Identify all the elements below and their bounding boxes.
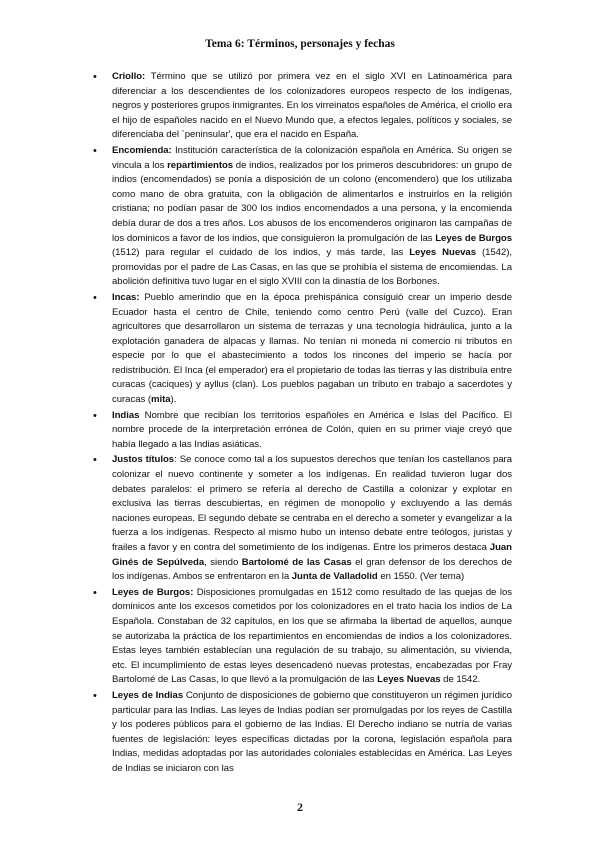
term-label: Leyes de Indias <box>112 689 184 701</box>
definition-text: de indios, realizados por los primeros descubridores: un grupo de indios (encomendados) se ponía a disposición de un colono (encomendero) que los utilizaba como mano de obra gratuita, con la obligación de alimentarlos e instruirlos en la religión cristiana; no podían pasar de 300 los indios encomendados a una persona, y la encomienda debía durar de dos a tres años. Los abusos de los encomenderos originaron las campañas de los dominicos a favor de los indios, que consiguieron la promulgación de las <box>112 159 512 244</box>
definition-text: el gran defensor de los derechos de los indígenas. Ambos se enfrentaron en la <box>112 556 512 583</box>
bold-term: Leyes de Burgos <box>435 232 512 244</box>
definition-text: Pueblo amerindio que en la época prehispánica consiguió crear un imperio desde Ecuador hasta el centro de Chile, teniendo como centro Perú (valle del Cuzco). Eran agricultores que desarrollaron un sistema de terrazas y una tecnología hidráulica, junto a la explotación ganadera de alpacas y llamas. No tenían ni moneda ni comercio ni tributos en especie por lo que el abastecimiento a todos los rincones del imperio se hacía por redistribución. El Inca (el emperador) era el propietario de todas las tierras y las distribuía entre curacas (caciques) y ayllus (clan). Los pueblos pagaban un tributo en trabajo a sacerdotes y curacas ( <box>112 291 512 406</box>
term-label: Encomienda: <box>112 144 172 156</box>
entry-indias <box>112 409 512 453</box>
bold-term: Leyes Nuevas <box>409 247 476 259</box>
definition-text: Nombre que recibían los territorios españoles en América e Islas del Pacífico. El nombre procede de la interpretación errónea de Colón, quien en su primer viaje creyó que había llegado a las Indias asiáticas. <box>112 409 512 450</box>
term-label: Leyes de Burgos: <box>112 586 194 598</box>
entry-incas <box>112 291 512 408</box>
bold-term: Junta de Valladolid <box>291 571 378 583</box>
bold-term: repartimientos <box>167 159 234 171</box>
bold-term: mita <box>151 394 171 406</box>
term-label: Incas: <box>112 291 140 303</box>
entry-justos-titulos <box>112 453 512 584</box>
definition-text: de 1542. <box>440 674 481 686</box>
definition-text: (1512) para regular el cuidado de los indios, y más tarde, las <box>112 247 410 259</box>
bold-term: Leyes Nuevas <box>377 674 441 686</box>
definition-text: : Se conoce como tal a los supuestos derechos que tenían los castellanos para colonizar el nuevo continente y someter a los indígenas. En realidad tuvieron lugar dos debates paralelos: el primero se refería al derecho de Castilla a colonizar y explotar en exclusiva las tierras descubiertas, en régimen de monopolio y excluyendo a las demás naciones europeas. El segundo debate se centraba en el derecho a someter y evangelizar a la fuerza a los indígenas. Respecto al mismo hubo un intenso debate entre teólogos, juristas y frailes a favor y en contra del sometimiento de los indígenas. Entre los primeros destaca <box>112 454 512 553</box>
entry-criollo <box>112 70 512 143</box>
entry-leyes-de-indias <box>112 689 512 777</box>
entry-leyes-de-burgos <box>112 586 512 688</box>
definition-text: ). <box>170 394 177 406</box>
page-number: 2 <box>297 800 303 814</box>
term-label: Justos títulos <box>112 454 175 466</box>
definition-text: Disposiciones promulgadas en 1512 como resultado de las quejas de los dominicos ante los excesos cometidos por los colonizadores en el trato hacia los indios de La Española. Constaban de 32 capítulos, en los que se afirmaba la libertad de aquellos, aunque se autorizaba la práctica de los repartimientos en encomiendas de indios a los colonizadores. Estas leyes también establecían una regulación de su trabajo, su alimentación, su vivienda, etc. El incumplimiento de estas leyes desencadenó nuevas protestas, encabezadas por Fray Bartolomé de Las Casas, lo que llevó a la promulgación de las <box>112 586 512 686</box>
definition-text: (1542), promovidas por el padre de Las Casas, en las que se prohibía el sistema de encomiendas. La abolición definitiva tuvo lugar en el siglo XVIII con la dinastía de los Borbones. <box>112 247 512 288</box>
definition-text: , siendo <box>204 556 242 568</box>
glossary-list <box>112 70 512 778</box>
term-label: Indias <box>112 409 140 421</box>
page-title: Tema 6: Términos, personajes y fechas <box>205 38 395 50</box>
entry-encomienda <box>112 144 512 290</box>
definition-text: en 1550. (Ver tema) <box>377 571 465 583</box>
definition-text: Conjunto de disposiciones de gobierno que constituyeron un régimen jurídico particular para las Indias. Las leyes de Indias podían ser promulgadas por los reyes de Castilla y los poderes públicos para el gobierno de las Indias. El Derecho indiano se nutría de varias fuentes de legislación: leyes específicas dictadas por la corona, legislación española para Indias, medidas adoptadas por las autoridades coloniales establecidas en América. Las Leyes de Indias se iniciaron con las <box>112 689 512 774</box>
definition-text: Término que se utilizó por primera vez en el siglo XVI en Latinoamérica para diferenciar a los descendientes de los colonizadores europeos respecto de los indígenas, negros y posteriores grupos inmigrantes. En los virreinatos españoles de América, el criollo era el hijo de españoles nacido en el Nuevo Mundo que, a efectos legales, políticos y sociales, se diferenciaba del `peninsular', que era el nacido en España. <box>112 71 512 141</box>
term-label: Criollo: <box>112 71 146 82</box>
bold-term: Juan Ginés de Sepúlveda <box>112 542 512 568</box>
definition-text: Institución característica de la colonización española en América. Su origen se vincula a los <box>112 144 512 171</box>
bold-term: Bartolomé de las Casas <box>241 556 352 568</box>
